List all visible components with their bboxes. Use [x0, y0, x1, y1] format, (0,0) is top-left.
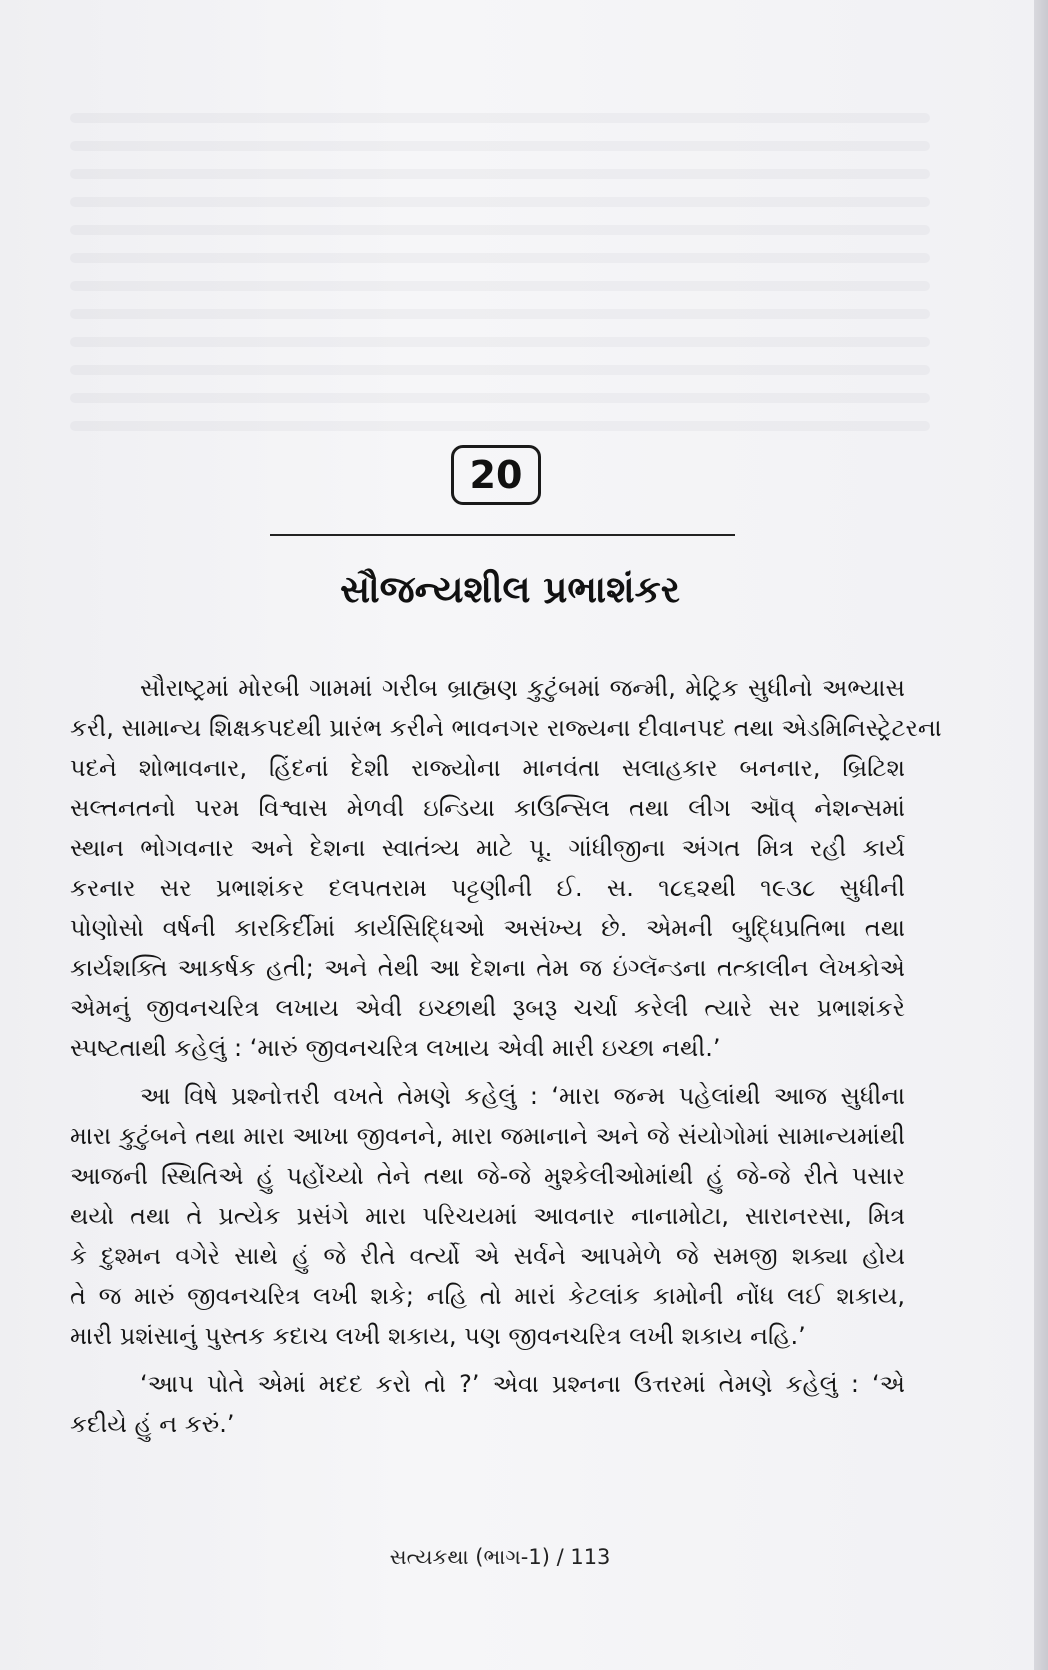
text-line: કરનાર સર પ્રભાશંકર દલપતરામ પટ્ટણીની ઈ. સ. ૧૮૬૨થી ૧૯૩૮ સુધીની — [70, 874, 905, 902]
chapter-number: 20 — [451, 445, 541, 505]
text-line: તે જ મારું જીવનચરિત્ર લખી શકે; નહિ તો મારાં કેટલાંક કામોની નોંધ લઈ શકાય, — [70, 1282, 905, 1310]
text-line: કાર્યશક્તિ આકર્ષક હતી; અને તેથી આ દેશના તેમ જ ઇંગ્લૅન્ડના તત્કાલીન લેખકોએ — [70, 954, 905, 982]
text-line: સલ્તનતનો પરમ વિશ્વાસ મેળવી ઇન્ડિયા કાઉન્સિલ તથા લીગ ઑવ્ નેશન્સમાં — [70, 794, 905, 822]
text-line: આજની સ્થિતિએ હું પહોંચ્યો તેને તથા જે-જે મુશ્કેલીઓમાંથી હું જે-જે રીતે પસાર — [70, 1162, 905, 1190]
page-edge — [1034, 0, 1048, 1670]
text-line: પદને શોભાવનાર, હિંદનાં દેશી રાજ્યોના માનવંતા સલાહકાર બનનાર, બ્રિટિશ — [70, 754, 905, 782]
text-line: ‘આપ પોતે એમાં મદદ કરો તો ?’ એવા પ્રશ્નના ઉત્તરમાં તેમણે કહેલું : ‘એ — [140, 1370, 905, 1398]
text-line: કદીયે હું ન કરું.’ — [70, 1410, 235, 1438]
text-line: સૌરાષ્ટ્રમાં મોરબી ગામમાં ગરીબ બ્રાહ્મણ કુટુંબમાં જન્મી, મેટ્રિક સુધીનો અભ્યાસ — [140, 674, 905, 702]
text-line: મારા કુટુંબને તથા મારા આખા જીવનને, મારા જમાનાને અને જે સંયોગોમાં સામાન્યમાંથી — [70, 1122, 905, 1150]
text-line: થયો તથા તે પ્રત્યેક પ્રસંગે મારા પરિચયમાં આવનાર નાનામોટા, સારાનરસા, મિત્ર — [70, 1202, 905, 1230]
chapter-body — [70, 668, 942, 1444]
text-line: મારી પ્રશંસાનું પુસ્તક કદાચ લખી શકાય, પણ જીવનચરિત્ર લખી શકાય નહિ.’ — [70, 1322, 806, 1350]
text-line: કે દુશ્મન વગેરે સાથે હું જે રીતે વર્ત્યો એ સર્વને આપમેળે જે સમજી શક્યા હોય — [70, 1242, 905, 1270]
page-footer: સત્યકથા (ભાગ-1) / 113 — [389, 1545, 611, 1569]
text-line: આ વિષે પ્રશ્નોત્તરી વખતે તેમણે કહેલું : ‘મારા જન્મ પહેલાંથી આજ સુધીના — [140, 1082, 905, 1110]
text-line: એમનું જીવનચરિત્ર લખાય એવી ઇચ્છાથી રૂબરૂ ચર્ચા કરેલી ત્યારે સર પ્રભાશંકરે — [70, 994, 905, 1022]
title-divider — [270, 534, 735, 536]
chapter-title: સૌજન્યશીલ પ્રભાશંકર — [340, 568, 680, 611]
text-line: સ્પષ્ટતાથી કહેલું : ‘મારું જીવનચરિત્ર લખાય એવી મારી ઇચ્છા નથી.’ — [70, 1034, 721, 1062]
paragraph-1 — [70, 668, 942, 1068]
show-through-background — [70, 95, 930, 449]
text-line: સ્થાન ભોગવનાર અને દેશના સ્વાતંત્ર્ય માટે પૂ. ગાંધીજીના અંગત મિત્ર રહી કાર્ય — [70, 834, 905, 862]
text-line: કરી, સામાન્ય શિક્ષકપદથી પ્રારંભ કરીને ભાવનગર રાજ્યના દીવાનપદ તથા એડમિનિસ્ટ્રેટરના — [70, 714, 942, 742]
paragraph-3 — [70, 1364, 905, 1444]
text-line: પોણોસો વર્ષની કારકિર્દીમાં કાર્યસિદ્ધિઓ અસંખ્ય છે. એમની બુદ્ધિપ્રતિભા તથા — [70, 914, 905, 942]
paragraph-2 — [70, 1076, 905, 1356]
